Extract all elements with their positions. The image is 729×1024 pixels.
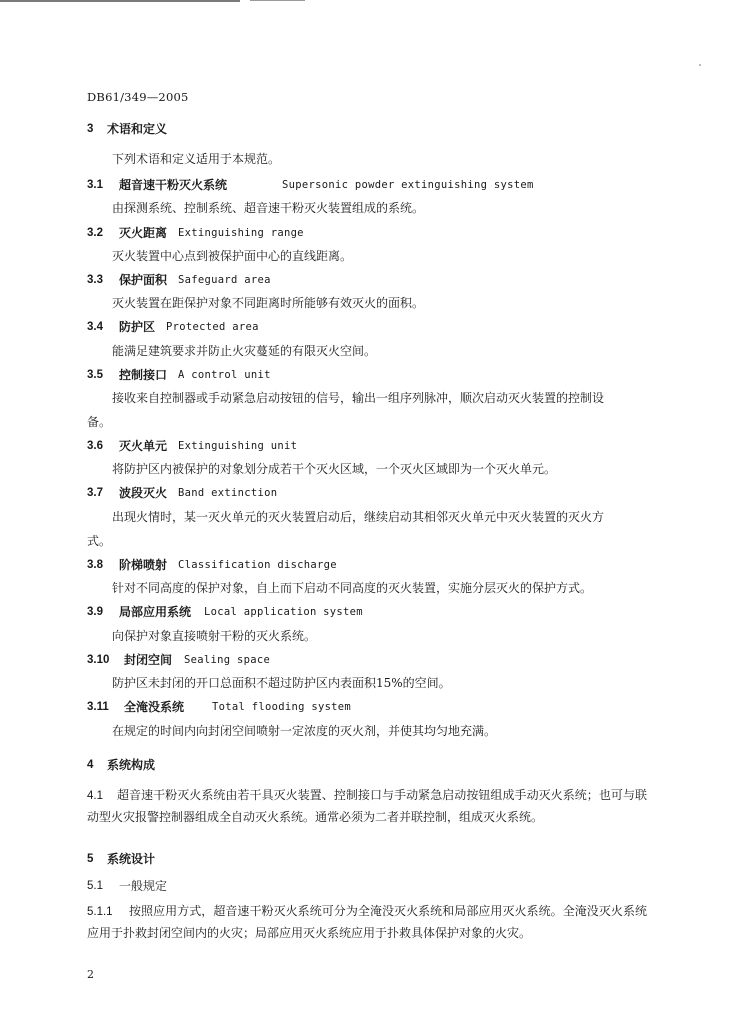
- term-zh: 控制接口: [119, 368, 168, 382]
- term-en: A control unit: [178, 369, 271, 381]
- subsection-number: 5.1: [87, 880, 103, 892]
- term-number: 3.1: [87, 179, 103, 191]
- term-en: Classification discharge: [178, 559, 337, 571]
- term-number: 3.7: [87, 487, 103, 499]
- section-title: 系统设计: [107, 852, 156, 866]
- section-number: 3: [87, 123, 94, 135]
- term-zh: 超音速干粉灭火系统: [119, 178, 228, 192]
- subsection-title: 一般规定: [119, 879, 168, 893]
- term-number: 3.2: [87, 227, 103, 239]
- term-en: Extinguishing unit: [178, 440, 298, 452]
- definition-text: 出现火情时，某一灭火单元的灭火装置启动后，继续启动其相邻灭火单元中灭火装置的灭火方: [112, 510, 605, 524]
- term-zh: 阶梯喷射: [119, 558, 168, 572]
- clause-number: 4.1: [87, 790, 103, 802]
- term-zh: 灭火距离: [119, 226, 168, 240]
- definition-text: 防护区未封闭的开口总面积不超过防护区内表面积15%的空间。: [112, 676, 451, 690]
- definition-text: 在规定的时间内向封闭空间喷射一定浓度的灭火剂，并使其均匀地充满。: [112, 724, 497, 738]
- term-en: Protected area: [166, 321, 259, 333]
- term-number: 3.8: [87, 559, 103, 571]
- section-title: 术语和定义: [107, 122, 168, 136]
- term-number: 3.5: [87, 369, 103, 381]
- term-en: Total flooding system: [212, 701, 352, 713]
- term-number: 3.6: [87, 440, 103, 452]
- page-number: 2: [87, 968, 94, 981]
- section-5-paragraph: 按照应用方式，超音速干粉灭火系统可分为全淹没灭火系统和局部应用灭火系统。全淹没灭火系统应用于扑救封闭空间内的火灾；局部应用灭火系统应用于扑救具体保护对象的火灾。: [87, 904, 647, 940]
- term-number: 3.3: [87, 274, 103, 286]
- term-zh: 保护面积: [119, 273, 168, 287]
- section-number: 5: [87, 853, 94, 865]
- definition-text: 向保护对象直接喷射干粉的灭火系统。: [112, 629, 317, 643]
- term-en: Sealing space: [184, 654, 271, 666]
- definition-text: 将防护区内被保护的对象划分成若干个灭火区域，一个灭火区域即为一个灭火单元。: [112, 462, 557, 476]
- term-number: 3.4: [87, 321, 103, 333]
- section-title: 系统构成: [107, 758, 156, 772]
- definition-text: 式。: [87, 534, 112, 548]
- term-zh: 波段灭火: [119, 486, 168, 500]
- term-en: Safeguard area: [178, 274, 271, 286]
- section-number: 4: [87, 759, 94, 771]
- document-code: DB61/349—2005: [87, 90, 189, 104]
- term-en: Band extinction: [178, 487, 278, 499]
- definition-text: 灭火装置中心点到被保护面中心的直线距离。: [112, 249, 353, 263]
- definition-text: 备。: [87, 415, 112, 429]
- definition-text: 接收来自控制器或手动紧急启动按钮的信号，输出一组序列脉冲，顺次启动灭火装置的控制设: [112, 391, 605, 405]
- term-en: Extinguishing range: [178, 227, 304, 239]
- term-number: 3.11: [87, 701, 109, 713]
- intro-text: 下列术语和定义适用于本规范。: [112, 152, 281, 166]
- definition-text: 能满足建筑要求并防止火灾蔓延的有限灭火空间。: [112, 344, 377, 358]
- term-zh: 局部应用系统: [119, 605, 192, 619]
- definition-text: 由探测系统、控制系统、超音速干粉灭火装置组成的系统。: [112, 201, 425, 215]
- definition-text: 灭火装置在距保护对象不同距离时所能够有效灭火的面积。: [112, 296, 425, 310]
- term-zh: 全淹没系统: [124, 700, 185, 714]
- term-zh: 防护区: [119, 320, 156, 334]
- term-zh: 封闭空间: [124, 653, 173, 667]
- section-4-paragraph: 超音速干粉灭火系统由若干具灭火装置、控制接口与手动紧急启动按钮组成手动灭火系统；也可与联动型火灾报警控制器组成全自动灭火系统。通常必须为二者并联控制，组成灭火系统。: [87, 788, 647, 824]
- term-en: Local application system: [204, 606, 363, 618]
- term-number: 3.10: [87, 654, 110, 666]
- definition-text: 针对不同高度的保护对象，自上而下启动不同高度的灭火装置，实施分层灭火的保护方式。: [112, 581, 593, 595]
- clause-number: 5.1.1: [87, 906, 113, 918]
- term-number: 3.9: [87, 606, 103, 618]
- term-en: Supersonic powder extinguishing system: [282, 179, 534, 191]
- term-zh: 灭火单元: [119, 439, 168, 453]
